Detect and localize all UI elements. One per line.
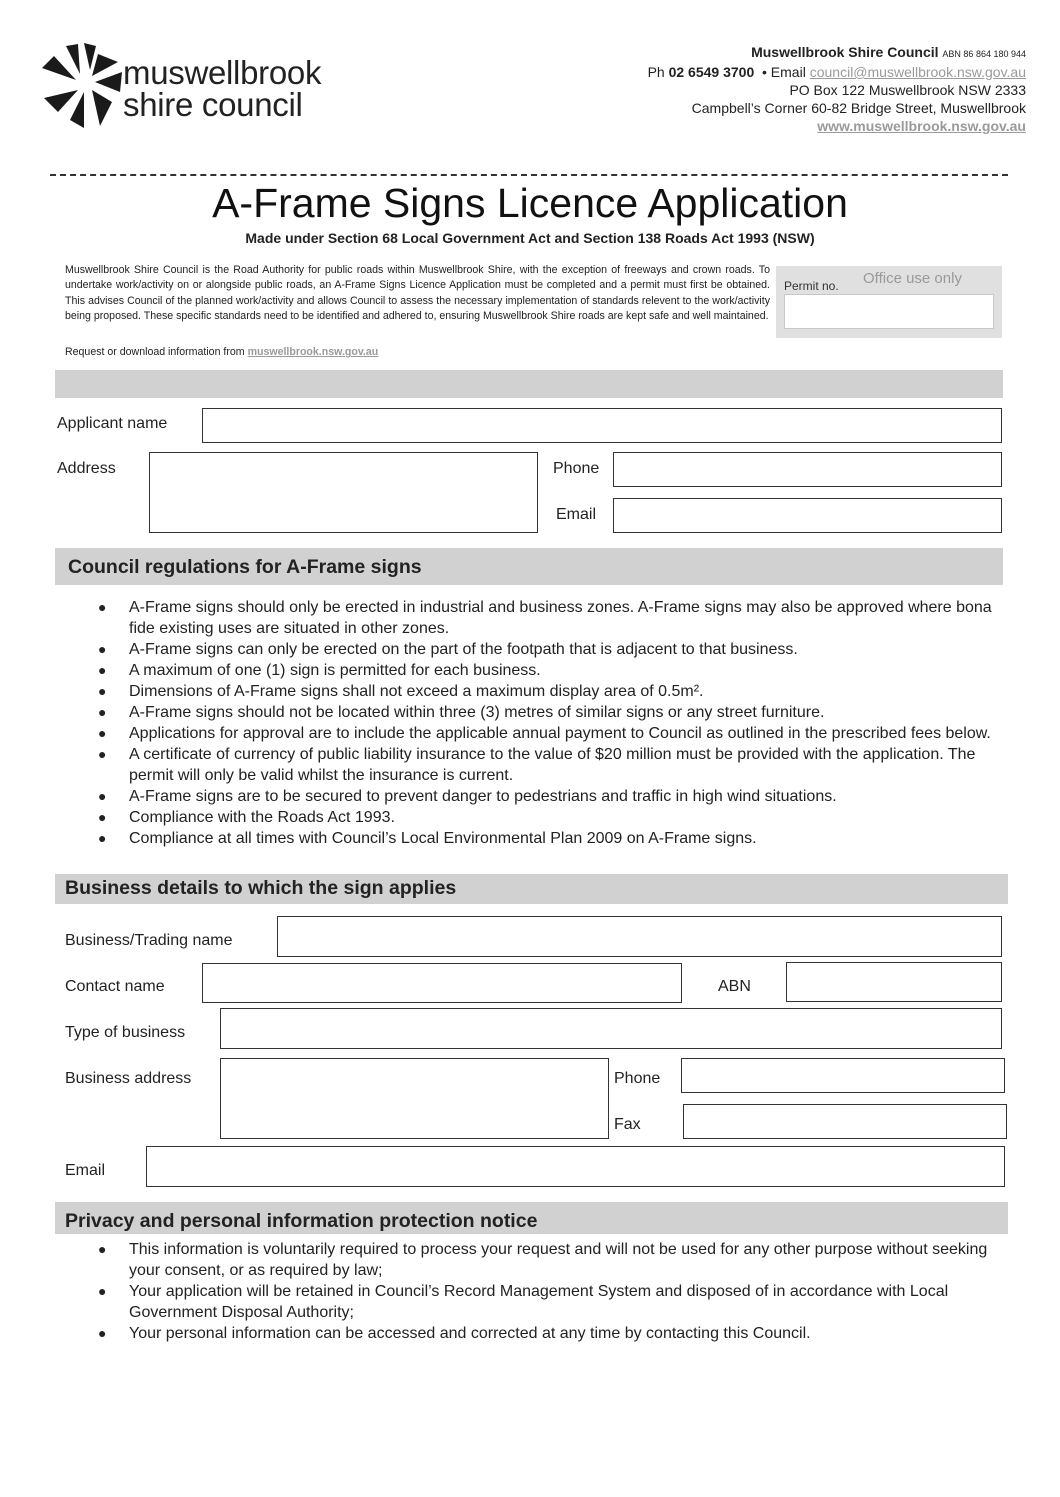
business-email-label: Email [65,1162,106,1179]
list-item: ● This information is voluntarily required to process your request and will not be used for any other purpose without seeking your consent, or as required by law; [98,1241,988,1279]
logo-wordmark-line1: muswellbrook [123,54,322,91]
business-type-label: Type of business [65,1024,186,1041]
list-item: ● A certificate of currency of public liability insurance to the value of $20 million must be provided with the application. The permit will only be valid whilst the insurance is current. [98,746,976,784]
list-item: ● A-Frame signs can only be erected on the part of the footpath that is adjacent to that business. [98,641,798,658]
permit-number-label: Permit no. [784,279,839,293]
business-fax-field[interactable] [683,1104,1007,1139]
phone-label: Phone [553,460,600,477]
permit-number-field[interactable] [784,294,994,329]
list-item: ● A-Frame signs should not be located within three (3) metres of similar signs or any street furniture. [98,704,825,721]
street-address: Campbell’s Corner 60-82 Bridge Street, Muswellbrook [691,100,1026,116]
logo-wordmark-line2: shire council [123,86,303,123]
trading-name-label: Business/Trading name [65,932,233,949]
contact-name-field[interactable] [202,963,682,1003]
business-fax-label: Fax [614,1116,641,1133]
business-type-field[interactable] [220,1008,1002,1049]
abn-field[interactable] [786,962,1002,1002]
council-phone: 02 6549 3700 [668,64,755,80]
council-contact-block [648,43,1026,135]
list-item: ● Applications for approval are to include the applicable annual payment to Council as outlined in the prescribed fees below. [98,725,991,742]
list-item: ● A maximum of one (1) sign is permitted for each business. [98,662,541,679]
list-item: ● Compliance at all times with Council’s Local Environmental Plan 2009 on A-Frame signs. [98,830,757,847]
regulations-title: Council regulations for A-Frame signs [68,556,422,578]
council-website-link[interactable]: www.muswellbrook.nsw.gov.au [817,118,1026,134]
abn-label: ABN [718,978,751,995]
business-address-field[interactable] [220,1058,609,1139]
trading-name-field[interactable] [277,916,1002,957]
business-address-label: Business address [65,1070,192,1087]
office-use-title: Office use only [863,270,962,287]
list-item: ● Dimensions of A-Frame signs shall not exceed a maximum display area of 0.5m². [98,683,704,700]
email-label: Email [556,506,597,523]
applicant-section-bar [55,370,1003,398]
address-label: Address [57,460,116,477]
list-item: ● A-Frame signs should only be erected in industrial and business zones. A-Frame signs may also be approved where bona fide existing uses are situated in other zones. [98,599,992,637]
list-item: ● A-Frame signs are to be secured to prevent danger to pedestrians and traffic in high wind situations. [98,788,837,805]
applicant-name-field[interactable] [202,408,1002,443]
request-link[interactable]: muswellbrook.nsw.gov.au [247,346,379,358]
privacy-title: Privacy and personal information protection notice [65,1210,538,1232]
business-phone-label: Phone [614,1070,661,1087]
org-name: Muswellbrook Shire Council [751,44,939,60]
page-title: A-Frame Signs Licence Application [212,180,848,226]
org-abn: ABN 86 864 180 944 [942,49,1026,59]
applicant-name-label: Applicant name [57,415,168,432]
council-email-link[interactable]: council@muswellbrook.nsw.gov.au [809,64,1026,80]
request-info [65,346,378,358]
business-email-field[interactable] [146,1146,1005,1187]
business-phone-field[interactable] [681,1058,1005,1093]
email-field[interactable] [613,498,1002,533]
regulations-list [98,597,1009,849]
header-divider [50,174,1008,176]
postal-address: PO Box 122 Muswellbrook NSW 2333 [789,82,1026,98]
contact-name-label: Contact name [65,978,165,995]
list-item: ● Your personal information can be accessed and corrected at any time by contacting this Council. [98,1325,811,1342]
list-item: ● Compliance with the Roads Act 1993. [98,809,395,826]
phone-label: Ph [647,64,665,80]
phone-field[interactable] [613,452,1002,487]
star-logo-icon [40,40,126,130]
address-field[interactable] [149,452,538,533]
business-title: Business details to which the sign applies [65,877,457,899]
privacy-list [98,1239,1021,1344]
email-label: • Email [762,64,806,80]
list-item: ● Your application will be retained in Council’s Record Management System and disposed of in accordance with Local Government Disposal Authority; [98,1283,949,1321]
page-subtitle: Made under Section 68 Local Government Act and Section 138 Roads Act 1993 (NSW) [245,230,815,246]
intro-paragraph: Muswellbrook Shire Council is the Road Authority for public roads within Muswellbrook Shire, with the exception of freeways and crown roads. To undertake work/activity on or alongside public roads, an A-Frame Signs Licence Application must be completed and a permit must first be obtained. This advises Council of the planned work/activity and allows Council to assess the necessary implementation of standards relevent to the work/activity being proposed. These specific standards need to be identified and adhered to, ensuring Muswellbrook Shire roads are kept safe and well maintained. [65,264,770,323]
request-text: Request or download information from [65,346,245,358]
